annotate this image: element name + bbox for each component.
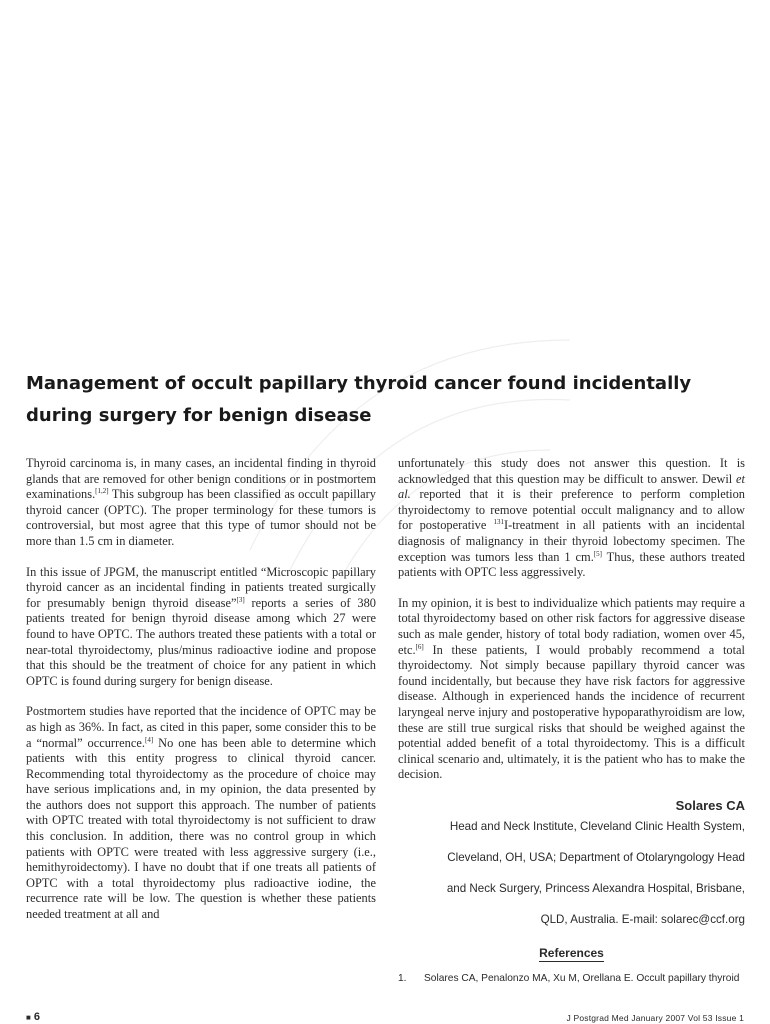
- reference-item: [398, 972, 745, 986]
- citation: [3]: [236, 595, 245, 604]
- citation: [1,2]: [95, 487, 109, 496]
- journal-citation: J Postgrad Med January 2007 Vol 53 Issue 1: [566, 1013, 744, 1023]
- bullet-icon: ■: [26, 1013, 31, 1022]
- author-affiliation-line: and Neck Surgery, Princess Alexandra Hospital, Brisbane,: [446, 882, 745, 896]
- author-affiliation-line: Head and Neck Institute, Cleveland Clinic Health System,: [449, 820, 745, 834]
- left-column: [26, 456, 376, 938]
- paragraph-continuation: unfortunately this study does not answer this question. It is acknowledged that this question may be difficult to answer. Dewil et al. reported that it is their preference to perform completion thyroidectomy to remove potential occult malignancy and to allow for postoperative $^{131}$I-treatment in all patients with an incidental diagnosis of malignancy in their thyroid lobectomy specimen. The exception was tumors less than 1 cm.[5] Thus, these authors treated patients with OPTC less aggressively.: [398, 456, 745, 580]
- reference-number: 1.: [398, 973, 407, 985]
- paragraph-manuscript: In this issue of JPGM, the manuscript entitled “Microscopic papillary thyroid cancer as an incidental finding in patients treated surgically for presumably benign thyroid disease”[3] reports a series of 380 patients treated for benign thyroid disease among which 27 were found to have OPTC. The authors treated these patients with a total or near-total thyroidectomy, plus/minus radioactive iodine and propose that this should be the treatment of choice for any patient in which OPTC is found during surgery for benign disease.: [26, 564, 376, 688]
- paragraph-opinion: In my opinion, it is best to individualize which patients may require a total thyroidectomy based on other risk factors for aggressive disease such as male gender, history of total body radiation, women over 45, etc.[6] In these patients, I would probably recommend a total thyroidectomy. Not simply because papillary thyroid cancer was found incidentally, but because they have risk factors for aggressive disease. Although in experienced hands the incidence of recurrent laryngeal nerve injury and postoperative hypoparathyroidism are low, these are still true surgical risks that should be weighed against the potential added benefit of a total thyroidectomy. This is a difficult clinical scenario and, ultimately, it is the patient who has to make the decision.: [398, 595, 745, 782]
- right-column: [398, 456, 745, 986]
- page-number: ■ 6: [26, 1011, 40, 1023]
- article-title: Management of occult papillary thyroid cancer found incidentally during surgery for benign disease: [26, 373, 692, 426]
- paragraph-postmortem: Postmortem studies have reported that the incidence of OPTC may be as high as 36%. In fact, as cited in this paper, some consider this to be a “normal” occurrence.[4] No one has been able to determine which patients with this entity progress to clinical thyroid cancer. Recommending total thyroidectomy as the procedure of choice may have serious implications and, in my opinion, the data presented by the authors does not support this approach. The number of patients with OPTC treated with total thyroidectomy is not sufficient to draw this conclusion. In addition, there was no control group in which patients with OPTC were treated with less aggressive surgery (i.e., hemithyroidectomy). I have no doubt that if one treats all patients of OPTC with a total thyroidectomy plus radioactive iodine, the recurrence rate will be low. The question is whether these patients needed treatment at all and: [26, 704, 376, 922]
- citation: [6]: [415, 642, 424, 651]
- paragraph-intro: Thyroid carcinoma is, in many cases, an incidental finding in thyroid glands that are removed for other benign conditions or in postmortem examinations.[1,2] This subgroup has been classified as occult papillary thyroid cancer (OPTC). The proper terminology for these tumors is controversial, but most agree that this type of tumor should not be more than 1.5 cm in diameter.: [26, 456, 376, 548]
- author-name: Solares CA: [675, 797, 745, 813]
- author-affiliation-line: Cleveland, OH, USA; Department of Otolaryngology Head: [447, 851, 745, 865]
- author-affiliation-line: QLD, Australia. E-mail: solarec@ccf.org: [540, 913, 745, 927]
- citation: [4]: [144, 735, 154, 744]
- references-heading: References: [539, 946, 604, 961]
- reference-text: Solares CA, Penalonzo MA, Xu M, Orellana E. Occult papillary thyroid: [424, 973, 740, 985]
- citation: [5]: [593, 549, 602, 558]
- isotope-mass: 131: [493, 518, 504, 527]
